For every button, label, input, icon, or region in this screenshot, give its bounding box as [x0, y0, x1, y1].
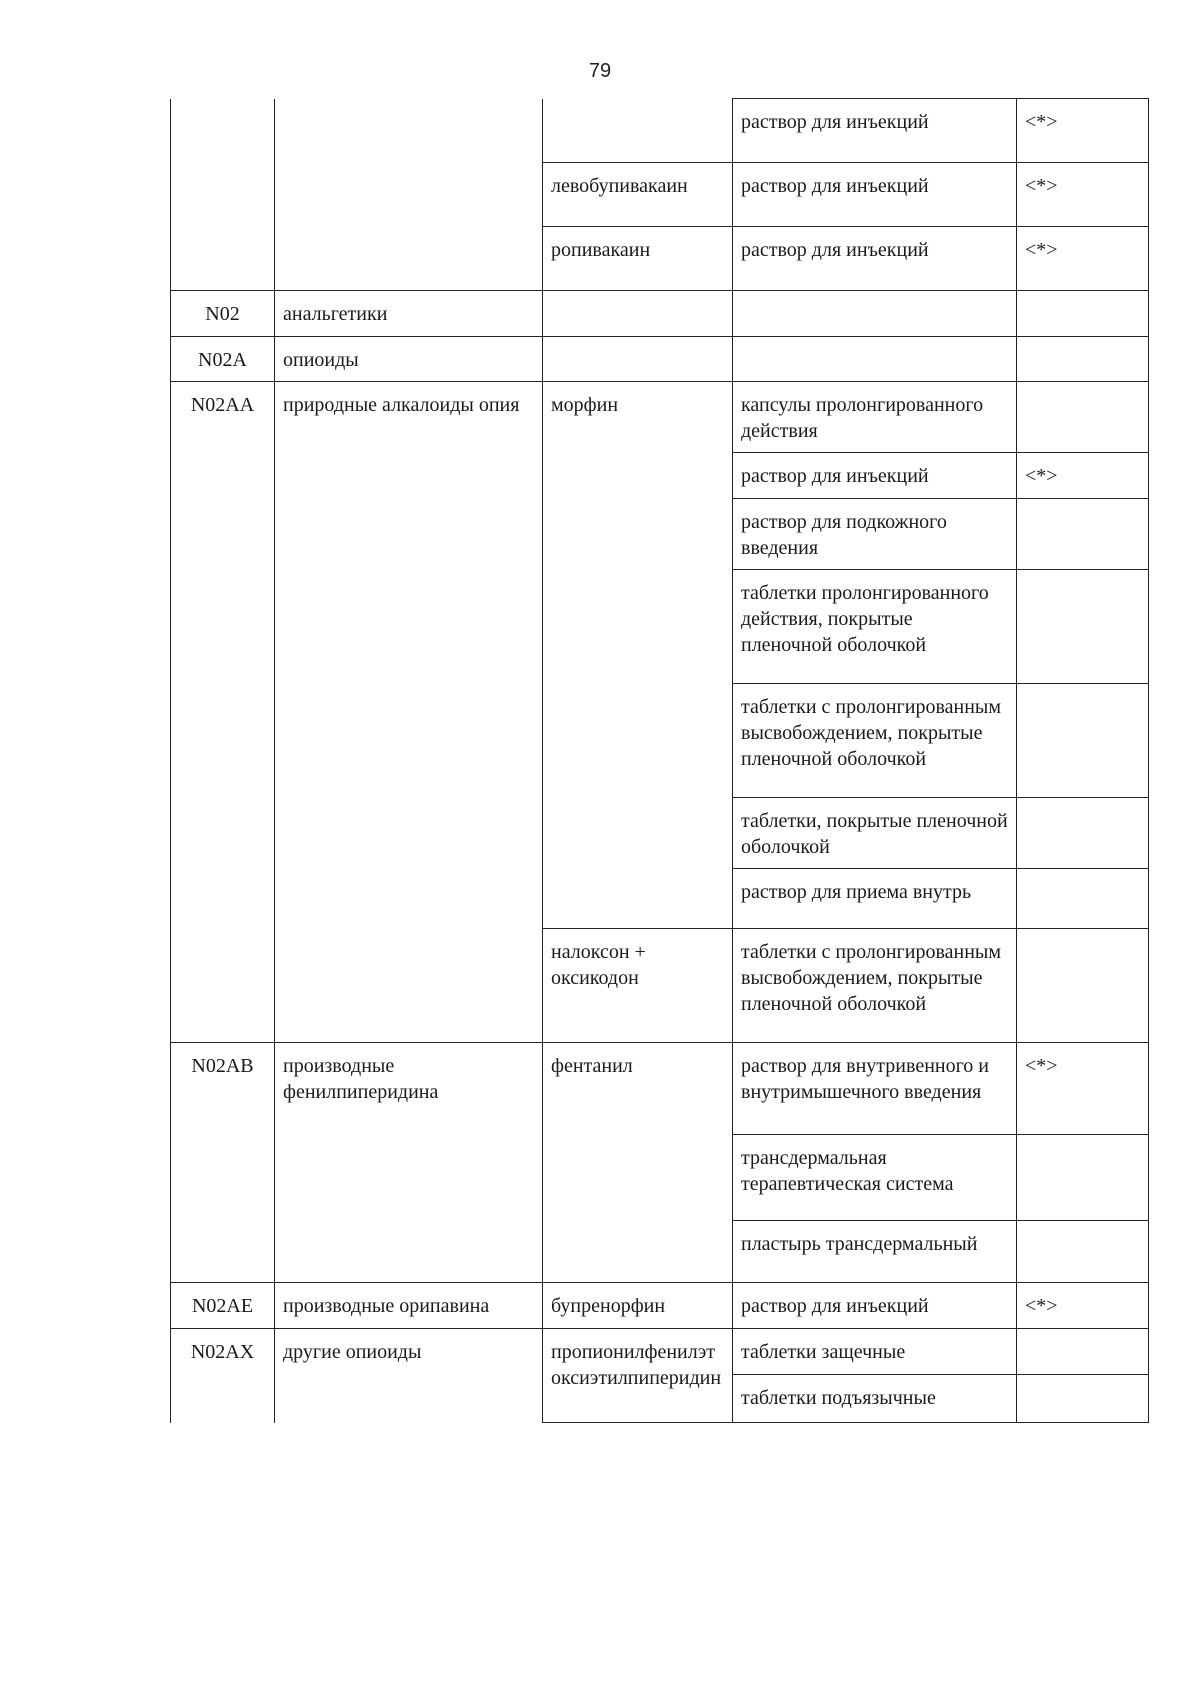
note-cell: [1017, 382, 1149, 453]
medicines-table: [170, 98, 1149, 1423]
table-row: [171, 1329, 1149, 1375]
drug-cell: [543, 99, 733, 163]
form-cell: пластырь трансдермальный: [733, 1221, 1017, 1283]
note-cell: [1017, 798, 1149, 869]
form-cell: таблетки защечные: [733, 1329, 1017, 1375]
atc-code: N02A: [171, 337, 275, 382]
atc-code: N02: [171, 291, 275, 337]
form-cell: раствор для подкожного введения: [733, 499, 1017, 570]
form-cell: капсулы пролонгированного действия: [733, 382, 1017, 453]
drug-name: бупренорфин: [543, 1283, 733, 1329]
note-cell: [1017, 570, 1149, 684]
form-cell: таблетки, покрытые пленочной оболочкой: [733, 798, 1017, 869]
form-cell: раствор для внутривенного и внутримышечного введения: [733, 1043, 1017, 1135]
note-cell: [1017, 499, 1149, 570]
form-cell: таблетки с пролонгированным высвобождением, покрытые пленочной оболочкой: [733, 929, 1017, 1043]
drug-name: морфин: [543, 382, 733, 929]
note-cell: [1017, 684, 1149, 798]
form-cell: таблетки подъязычные: [733, 1375, 1017, 1423]
form-cell: раствор для инъекций: [733, 1283, 1017, 1329]
note-cell: [1017, 1221, 1149, 1283]
group-name: природные алкалоиды опия: [275, 382, 543, 1043]
note-cell: <*>: [1017, 163, 1149, 227]
note-cell: [1017, 1329, 1149, 1375]
note-cell: <*>: [1017, 227, 1149, 291]
form-cell: раствор для приема внутрь: [733, 869, 1017, 929]
drug-name: фентанил: [543, 1043, 733, 1283]
form-cell: раствор для инъекций: [733, 453, 1017, 499]
group-name: производные фенилпиперидина: [275, 1043, 543, 1283]
atc-code: N02AA: [171, 382, 275, 1043]
atc-code: N02AE: [171, 1283, 275, 1329]
table-row: [171, 1283, 1149, 1329]
drug-name: пропионилфенилэтоксиэтилпиперидин: [543, 1329, 733, 1423]
atc-code: N02AB: [171, 1043, 275, 1283]
group-name: опиоиды: [275, 337, 543, 382]
note-cell: <*>: [1017, 1283, 1149, 1329]
group-cell: [275, 99, 543, 291]
table-row: [171, 291, 1149, 337]
drug-name: налоксон + оксикодон: [543, 929, 733, 1043]
note-cell: [1017, 869, 1149, 929]
form-cell: раствор для инъекций: [733, 163, 1017, 227]
form-cell: раствор для инъекций: [733, 99, 1017, 163]
page-number: 79: [588, 60, 612, 82]
form-cell: трансдермальная терапевтическая система: [733, 1135, 1017, 1221]
table-row: [171, 382, 1149, 453]
drug-cell: левобупивакаин: [543, 163, 733, 227]
form-cell: раствор для инъекций: [733, 227, 1017, 291]
group-name: производные орипавина: [275, 1283, 543, 1329]
note-cell: <*>: [1017, 99, 1149, 163]
group-name: анальгетики: [275, 291, 543, 337]
note-cell: [1017, 1135, 1149, 1221]
drug-cell: ропивакаин: [543, 227, 733, 291]
code-cell: [171, 99, 275, 291]
form-cell: таблетки пролонгированного действия, покрытые пленочной оболочкой: [733, 570, 1017, 684]
table-row: [171, 337, 1149, 382]
form-cell: таблетки с пролонгированным высвобождением, покрытые пленочной оболочкой: [733, 684, 1017, 798]
note-cell: <*>: [1017, 1043, 1149, 1135]
table-row: [171, 99, 1149, 163]
table-row: [171, 1043, 1149, 1135]
note-cell: <*>: [1017, 453, 1149, 499]
note-cell: [1017, 1375, 1149, 1423]
group-name: другие опиоиды: [275, 1329, 543, 1423]
note-cell: [1017, 929, 1149, 1043]
atc-code: N02AX: [171, 1329, 275, 1423]
